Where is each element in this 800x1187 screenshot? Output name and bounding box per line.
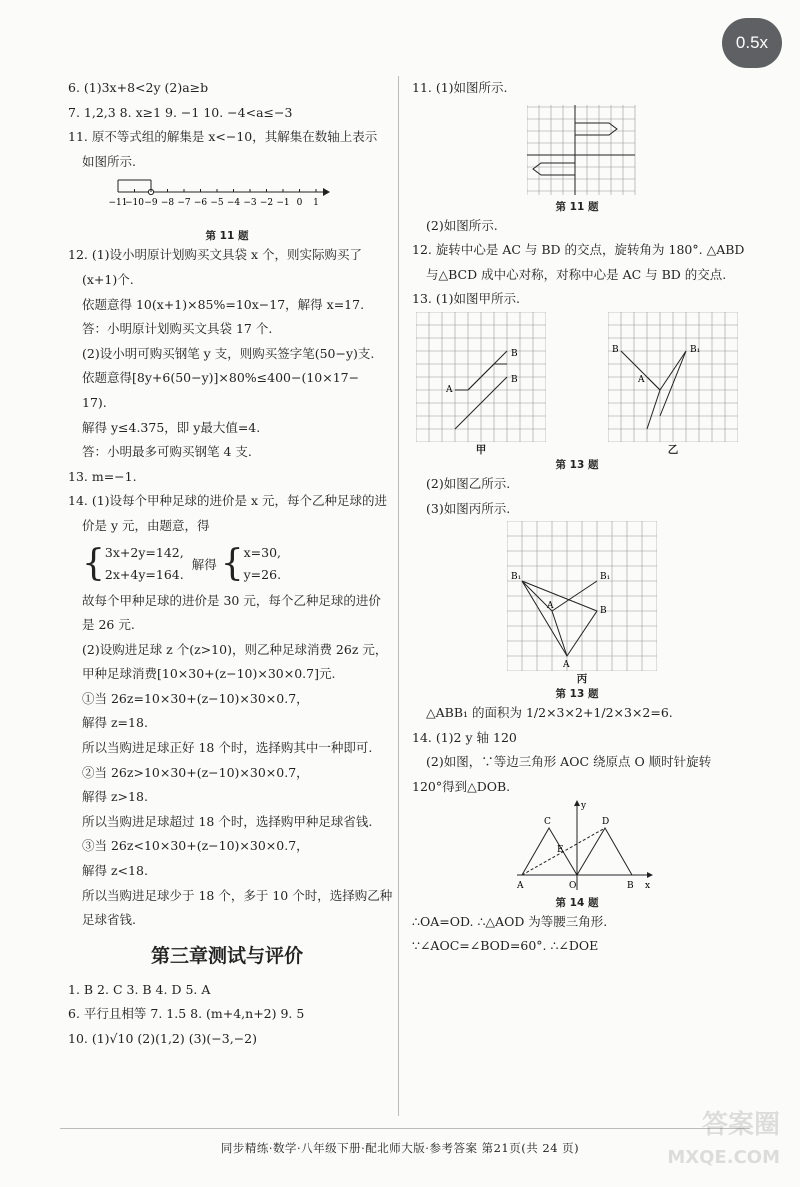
svg-text:C: C: [544, 816, 551, 827]
svg-text:y: y: [581, 800, 587, 811]
answer-line: ③当 26z<10×30+(z−10)×30×0.7，: [82, 838, 309, 854]
svg-text:A: A: [547, 601, 554, 612]
answer-line: 17).: [82, 394, 107, 410]
svg-text:B: B: [511, 348, 518, 359]
number-line-tick-label: −4: [226, 198, 241, 209]
left-column: [68, 76, 393, 1052]
number-line-tick-label: 1: [313, 198, 319, 209]
svg-text:D: D: [602, 816, 610, 827]
answer-line: (2)如图所示.: [426, 217, 498, 233]
figure-caption: 第 13 题: [555, 688, 599, 701]
answer-line: 所以当购进足球超过 18 个时，选择购甲种足球省钱.: [82, 813, 373, 829]
svg-text:A: A: [563, 660, 570, 671]
answer-line: 11. 原不等式组的解集是 x<−10，其解集在数轴上表示: [68, 129, 378, 145]
equation: y=26.: [243, 566, 282, 582]
answer-line: 依题意得 10(x+1)×85%=10x−17，解得 x=17.: [82, 296, 365, 312]
coordinate-grid-figure: [412, 105, 742, 195]
grid-yi: [608, 312, 738, 457]
answer-line: 答：小明最多可购买钢笔 4 支.: [82, 444, 252, 460]
grid-jia: [416, 312, 546, 457]
number-line-tick-label: −8: [160, 198, 175, 209]
svg-text:A: A: [517, 880, 524, 891]
grid-bing: [412, 521, 742, 686]
answer-line: (2)如图乙所示.: [426, 475, 511, 491]
grid-yi-svg: [608, 312, 738, 442]
watermark-logo: 答案圈 MXQE.COM: [667, 1110, 780, 1168]
right-column: [412, 76, 745, 959]
number-line-tick-label: −11: [108, 198, 128, 209]
number-line-tick-label: −10: [125, 198, 144, 209]
grid-lines: [608, 312, 738, 442]
answer-line: 10. (1)√10 (2)(1,2) (3)(−3,−2): [68, 1031, 258, 1046]
equation-system: { 3x+2y=142, 2x+4y=164. 解得 { x=30, y=26.: [82, 542, 282, 584]
svg-text:B₁: B₁: [690, 344, 701, 355]
svg-text:B: B: [511, 374, 518, 385]
answer-line: 11. (1)如图所示.: [412, 80, 508, 95]
answer-line: 足球省钱.: [82, 912, 136, 928]
answer-line: 价是 y 元，由题意，得: [82, 517, 210, 533]
rotation-figure: [412, 800, 742, 895]
grid-label: 甲: [475, 443, 487, 456]
grid-11: [527, 105, 637, 195]
answer-line: ∵∠AOC=∠BOD=60°. ∴∠DOE: [412, 938, 599, 954]
figure-caption: 第 14 题: [555, 896, 599, 909]
answer-line: 14. (1)2 y 轴 120: [412, 729, 517, 745]
answer-line: 故每个甲种足球的进价是 30 元，每个乙种足球的进价: [82, 592, 381, 608]
answer-line: 甲种足球消费[10×30+(z−10)×30×0.7]元.: [82, 666, 336, 682]
grid-bing-svg: [507, 521, 657, 671]
grid-jia-svg: [416, 312, 546, 442]
answer-line: 14. (1)设每个甲种足球的进价是 x 元，每个乙种足球的进: [68, 493, 388, 509]
answer-line: 13. (1)如图甲所示.: [412, 291, 521, 307]
answer-line: 所以当购进足球少于 18 个，多于 10 个时，选择购乙种: [82, 887, 393, 903]
svg-text:B₁: B₁: [600, 572, 611, 583]
answer-line: (2)如图，∵等边三角形 AOC 绕原点 O 顺时针旋转: [426, 754, 712, 770]
answer-line: 解得 z>18.: [82, 789, 148, 805]
answer-line: 12. (1)设小明原计划购买文具袋 x 个，则实际购买了: [68, 247, 363, 263]
number-line-tick-label: 0: [296, 198, 303, 209]
answer-line: 7. 1,2,3 8. x≥1 9. −1 10. −4<a≤−3: [68, 104, 293, 120]
number-line-tick-label: −5: [210, 198, 224, 209]
grid-label: 丙: [576, 673, 588, 686]
answer-line: 依题意得[8y+6(50−y)]×80%≤400−(10×17−: [82, 370, 360, 386]
number-line-tick-label: −7: [177, 198, 191, 209]
number-line-tick-label: −2: [259, 198, 274, 209]
answer-line: 与△BCD 成中心对称，对称中心是 AC 与 BD 的交点.: [426, 266, 727, 282]
zoom-level-button[interactable]: 0.5x: [722, 18, 782, 68]
equation: 3x+2y=142,: [104, 544, 184, 560]
column-divider: [398, 76, 399, 1116]
svg-text:A: A: [638, 374, 645, 385]
svg-text:B: B: [627, 880, 634, 891]
answer-line: 13. m=−1.: [68, 468, 137, 484]
equation: x=30,: [243, 544, 282, 560]
svg-text:B: B: [612, 344, 619, 355]
answer-line: ∴OA=OD. ∴△AOD 为等腰三角形.: [412, 913, 608, 929]
answer-line: 解得 y≤4.375，即 y最大值=4.: [82, 419, 261, 435]
answer-line: △ABB₁ 的面积为 1/2×3×2+1/2×3×2=6.: [426, 705, 673, 721]
figure-caption: 第 11 题: [205, 230, 249, 243]
section-title: 第三章测试与评价: [150, 944, 303, 967]
answer-line: 所以当购进足球正好 18 个时，选择购其中一种即可.: [82, 740, 373, 756]
answer-line: (2)设小明可购买钢笔 y 支，则购买签字笔(50−y)支.: [82, 345, 375, 361]
svg-text:B₁: B₁: [511, 572, 522, 583]
equation: 2x+4y=164.: [104, 566, 184, 582]
grid-pair: [412, 312, 742, 457]
answer-line: 120°得到△DOB.: [412, 778, 511, 794]
number-line-tick-label: −6: [193, 198, 208, 209]
answer-line: 解得 z<18.: [82, 863, 148, 879]
grid-lines: [507, 521, 657, 671]
answer-line: 解得 z=18.: [82, 715, 148, 731]
number-line-figure: [68, 178, 386, 224]
figure-caption: 第 13 题: [555, 458, 599, 471]
answer-line: (x+1)个.: [82, 271, 134, 287]
answer-line: (3)如图丙所示.: [426, 500, 511, 516]
rotation-svg: [517, 800, 657, 895]
svg-text:O: O: [569, 880, 577, 891]
number-line-tick-label: −3: [243, 198, 257, 209]
grid-label: 乙: [667, 443, 679, 456]
answer-line: 6. (1)3x+8<2y (2)a≥b: [68, 80, 209, 95]
answer-line: 答：小明原计划购买文具袋 17 个.: [82, 321, 273, 337]
answer-line: 1. B 2. C 3. B 4. D 5. A: [68, 981, 211, 997]
answer-line: 12. 旋转中心是 AC 与 BD 的交点，旋转角为 180°. △ABD: [412, 242, 745, 258]
solve-label: 解得: [191, 556, 217, 572]
number-line-tick-label: −1: [276, 198, 290, 209]
svg-text:x: x: [645, 880, 651, 891]
answer-line: (2)设购进足球 z 个(z>10)，则乙种足球消费 26z 元，: [82, 641, 388, 657]
answer-line: 如图所示.: [82, 153, 136, 169]
page-footer: 同步精练·数学·八年级下册·配北师大版·参考答案 第21页(共 24 页): [220, 1141, 580, 1155]
svg-text:A: A: [446, 384, 453, 395]
figure-caption: 第 11 题: [555, 200, 599, 213]
answer-line: ②当 26z>10×30+(z−10)×30×0.7，: [82, 764, 309, 780]
answer-line: 是 26 元.: [82, 617, 135, 633]
number-line-tick-label: −9: [144, 198, 158, 209]
footer-rule: [60, 1128, 750, 1129]
answer-line: 6. 平行且相等 7. 1.5 8. (m+4,n+2) 9. 5: [68, 1006, 305, 1022]
svg-text:E: E: [557, 844, 564, 855]
answer-line: ①当 26z=10×30+(z−10)×30×0.7，: [82, 690, 309, 706]
svg-text:B: B: [600, 606, 607, 617]
